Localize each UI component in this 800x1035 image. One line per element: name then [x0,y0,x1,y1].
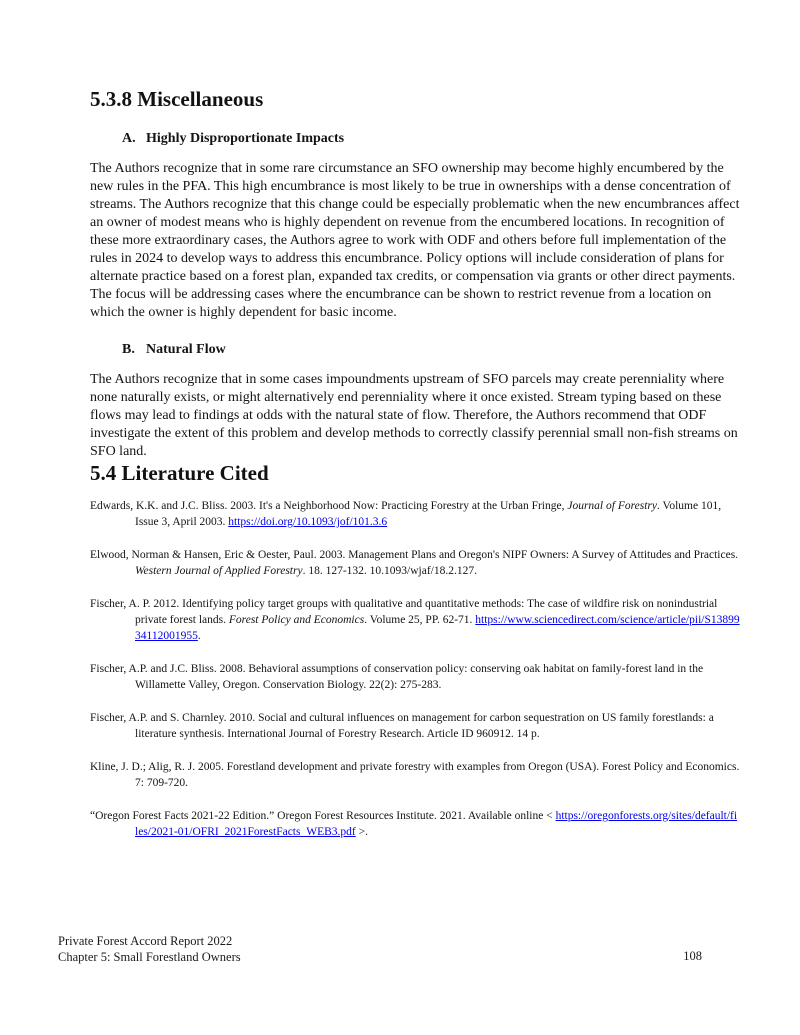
citation-text: Edwards, K.K. and J.C. Bliss. 2003. It's a Neighborhood Now: Practicing Forestry at the Urban Fringe, [90,500,568,512]
citation-text: Elwood, Norman & Hansen, Eric & Oester, Paul. 2003. Management Plans and Oregon's NIPF Owners: A Survey of Attitudes and Practices. [90,549,739,561]
journal-title-italic: Western Journal of Applied Forestry [135,565,303,577]
citation-link[interactable]: https://oregonforests.org/sites/default/files/2021-01/OFRI_2021ForestFacts_WEB3.pdf [135,810,738,838]
citation-entry [90,759,740,791]
subsection-a-title: Highly Disproportionate Impacts [146,131,345,146]
subsection-a-heading [122,131,740,147]
subsection-a-label: A. [122,131,136,146]
subsection-b-label: B. [122,342,135,357]
page-content [90,0,740,857]
page-footer [58,934,241,965]
subsection-b-title: Natural Flow [146,342,226,357]
citation-entry [90,547,740,579]
citation-text: “Oregon Forest Facts 2021-22 Edition.” Oregon Forest Resources Institute. 2021. Available online < [90,810,556,822]
citation-entry [90,661,740,693]
citation-entry [90,498,740,530]
citations-list [90,498,740,840]
citation-text: Fischer, A.P. and J.C. Bliss. 2008. Behavioral assumptions of conservation policy: conserving oak habitat on family-forest land in the Willamette Valley, Oregon. Conservation Biology. 22(2): 275-283. [90,663,704,691]
citation-link[interactable]: https://doi.org/10.1093/jof/101.3.6 [228,516,388,528]
citation-text: Fischer, A.P. and S. Charnley. 2010. Social and cultural influences on management for carbon sequestration on US family forestlands: a literature synthesis. International Journal of Forestry Research. Article ID 960912. 14 p. [90,712,714,740]
section-heading-miscellaneous: 5.3.8 Miscellaneous [90,87,264,111]
paragraph-highly-disproportionate-impacts: The Authors recognize that in some rare circumstance an SFO ownership may become highly encumbered by the new rules in the PFA. This high encumbrance is most likely to be true in ownerships with a dense concentration of streams. The Authors recognize that this change could be especially problematic when the new encumbrances affect an owner of modest means who is highly dependent on revenue from the encumbered locations. In recognition of these more extraordinary cases, the Authors agree to work with ODF and others before full implementation of the rules in 2024 to develop ways to address this encumbrance. Policy options will include consideration of plans for alternate practice based on a forest plan, expanded tax credits, or compensation via grants or other direct payments. The focus will be addressing cases where the encumbrance can be shown to restrict revenue from a location on which the owner is highly dependent for basic income. [90,161,740,320]
citation-text: . 18. 127-132. 10.1093/wjaf/18.2.127. [302,565,477,577]
citation-entry [90,710,740,742]
paragraph-natural-flow: The Authors recognize that in some cases impoundments upstream of SFO parcels may create perenniality where none naturally exists, or might alternatively end perenniality where it once existed. Stream typing based on these flows may lead to findings at odds with the natural state of flow. Therefore, the Authors recommend that ODF investigate the extent of this problem and develop methods to correctly classify perennial small non-fish streams on SFO land. [90,372,738,459]
journal-title-italic: Forest Policy and Economics [228,614,365,626]
footer-report-title: Private Forest Accord Report 2022 [58,934,233,948]
citation-text: Fischer, A. P. 2012. Identifying policy target groups with qualitative and quantitative methods: The case of wildfire risk on nonindustrial private forest lands. [90,598,718,626]
subsection-b-heading [122,342,740,358]
citation-text: Kline, J. D.; Alig, R. J. 2005. Forestland development and private forestry with examples from Oregon (USA). Forest Policy and Economics. 7: 709-720. [90,761,740,789]
citation-text: . Volume 101, Issue 3, April 2003. [135,500,722,528]
footer-chapter-title: Chapter 5: Small Forestland Owners [58,949,241,964]
citation-text: . [197,630,201,642]
journal-title-italic: Journal of Forestry [567,500,657,512]
citation-entry [90,596,740,644]
citation-link[interactable]: https://www.sciencedirect.com/science/article/pii/S1389934112001955 [135,614,740,642]
page-number: 108 [683,949,702,963]
citation-text: . Volume 25, PP. 62-71. [364,614,476,626]
citation-text: >. [355,826,368,838]
citation-entry [90,808,740,840]
section-heading-literature-cited: 5.4 Literature Cited [90,461,269,485]
